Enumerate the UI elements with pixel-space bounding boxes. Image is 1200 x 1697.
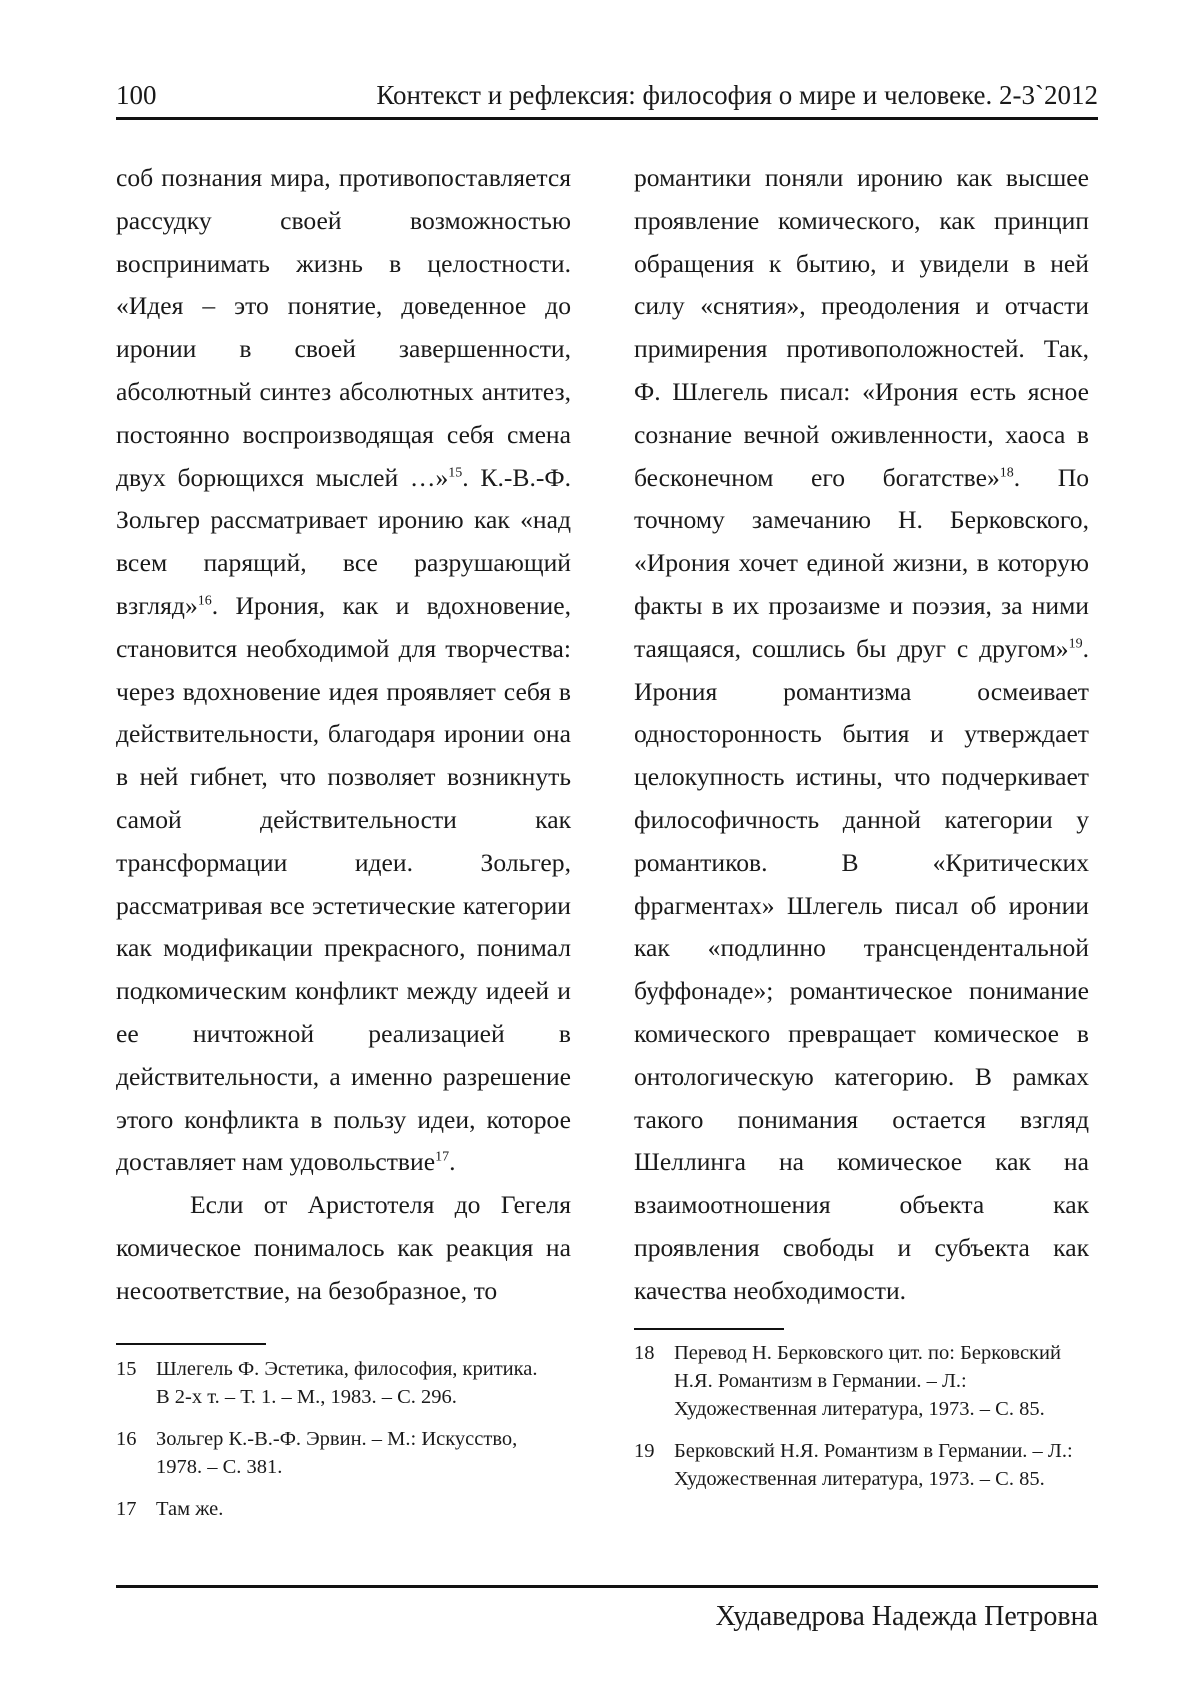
text-run: . Ирония, как и вдохновение, становится необходимой для творчества: через вдохновение идея проявляет себя в действительности, благодаря иронии она в ней гибнет, что позволяет возникнуть самой действительности как трансформации идеи. Зольгер, рассматривая все эстетические категории как модификации прекрасного, понимал подкомическим конфликт между идеей и ее ничтожной реализацией в действительности, а именно разрешение этого конфликта в пользу идеи, которое доставляет нам удовольствие [116, 590, 571, 1177]
text-run: . Ирония романтизма осмеивает односторонность бытия и утверждает целокупность истины, что подчеркивает философичность данной категории у романтиков. В «Критических фрагментах» Шлегель писал об иронии как «подлинно трансцендентальной буффонаде»; романтическое понимание комического превращает комическое в онтологическую категорию. В рамках такого понимания остается взгляд Шеллинга на комическое как на взаимоотношения объекта как проявления свободы и субъекта как качества необходимости. [634, 633, 1089, 1305]
footnote-15 [116, 1355, 556, 1411]
footnotes-left [116, 1355, 556, 1537]
text-run: соб познания мира, противопоставляется рассудку своей возможностью воспринимать жизнь в целостности. «Идея – это понятие, доведенное до иронии в своей завершенности, абсолютный синтез абсолютных антитез, постоянно воспроизводящая себя смена двух борющихся мыслей …» [116, 163, 571, 492]
text-run: романтики поняли иронию как высшее проявление комического, как принцип обращения к бытию, и увидели в ней силу «снятия», преодоления и отчасти примирения противоположностей. Так, Ф. Шлегель писал: «Ирония есть ясное сознание вечной оживленности, хаоса в бесконечном его богатстве» [634, 163, 1089, 492]
footnote-number: 17 [116, 1498, 137, 1520]
header-rule [116, 117, 1098, 120]
footnote-19 [634, 1437, 1074, 1493]
footnote-ref-16: 16 [197, 593, 212, 609]
footnote-text: Шлегель Ф. Эстетика, философия, критика. В 2-х т. – Т. 1. – М., 1983. – С. 296. [156, 1358, 538, 1408]
footnotes-right [634, 1339, 1074, 1507]
footnote-separator [634, 1328, 784, 1330]
footnote-separator [116, 1343, 266, 1345]
footnote-number: 19 [634, 1440, 655, 1462]
left-paragraph-2: Если от Аристотеля до Гегеля комическое понималось как реакция на несоответствие, на безобразное, то [116, 1190, 571, 1305]
footnote-ref-19: 19 [1068, 636, 1083, 652]
footnote-text: Берковский Н.Я. Романтизм в Германии. – Л.: Художественная литература, 1973. – С. 85. [674, 1440, 1073, 1490]
footnote-number: 15 [116, 1358, 137, 1380]
footnote-number: 18 [634, 1342, 655, 1364]
running-header [116, 76, 1098, 116]
footnote-17 [116, 1495, 556, 1523]
left-column [116, 157, 571, 1313]
left-paragraph-1 [116, 157, 571, 1184]
footnote-ref-15: 15 [448, 465, 463, 481]
text-run: . К.-В.-Ф. Зольгер рассматривает иронию как «над всем парящий, все разрушающий взгляд» [116, 462, 571, 620]
right-column [634, 157, 1089, 1313]
footnote-16 [116, 1425, 556, 1481]
footnote-number: 16 [116, 1428, 137, 1450]
footnote-18 [634, 1339, 1074, 1423]
text-run: . [449, 1147, 456, 1177]
page-number: 100 [116, 80, 157, 110]
footer-rule [116, 1585, 1098, 1588]
text-run: . По точному замечанию Н. Берковского, «Ирония хочет единой жизни, в которую факты в их прозаизме и поэзия, за ними таящаяся, сошлись бы друг с другом» [634, 462, 1089, 663]
right-paragraph-1 [634, 157, 1089, 1313]
author-name: Худаведрова Надежда Петровна [715, 1601, 1098, 1632]
footnote-text: Там же. [156, 1498, 224, 1520]
journal-title: Контекст и рефлексия: философия о мире и человеке. 2-3`2012 [376, 80, 1098, 110]
footnote-text: Зольгер К.-В.-Ф. Эрвин. – М.: Искусство, 1978. – С. 381. [156, 1428, 518, 1478]
footnote-ref-17: 17 [435, 1149, 450, 1165]
footnote-ref-18: 18 [999, 465, 1014, 481]
footnote-text: Перевод Н. Берковского цит. по: Берковский Н.Я. Романтизм в Германии. – Л.: Художественная литература, 1973. – С. 85. [674, 1342, 1061, 1420]
